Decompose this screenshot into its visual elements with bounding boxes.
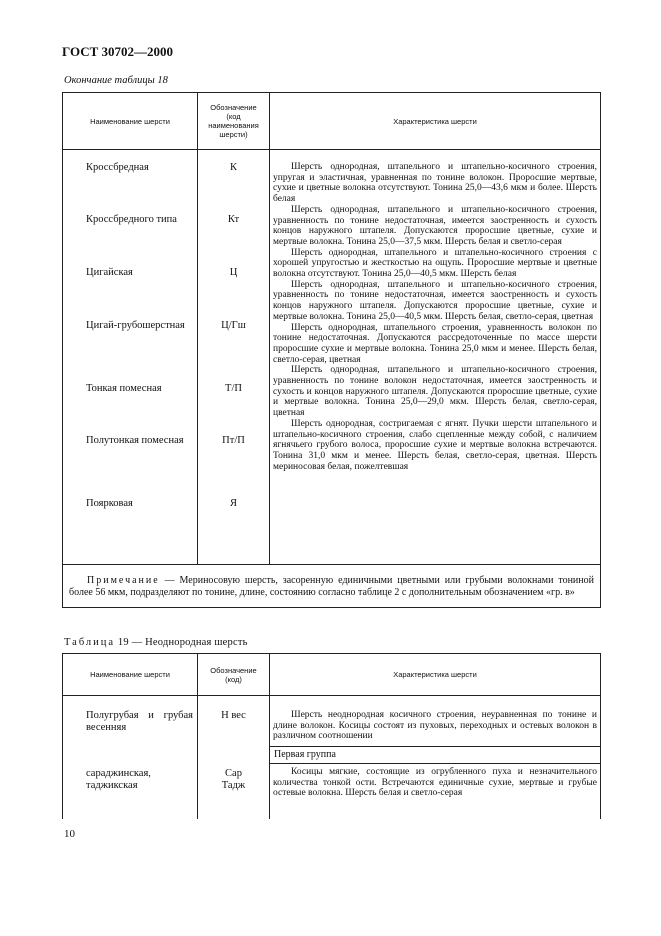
wool-description: Шерсть неоднородная косичного строения, неуравненная по тонине и длине волокон. Косицы состоят из пуховых, переходных и остевых волокон в различном соотношении <box>273 710 597 742</box>
table19-col-code <box>198 654 270 696</box>
wool-description: Шерсть однородная, штапельного и штапельно-косичного строения, уравненность по тонине волокон недостаточная, имеется заостренность и сухость и концов наружного штапеля. Допускаются проросшие цветные, сухие и мертвые волокна. Тонина 25,0—29,0 мкм. Шерсть белая, светло-серая, цветная <box>273 365 597 419</box>
table18-caption: Окончание таблицы 18 <box>64 75 168 86</box>
wool-code: Кт <box>227 214 240 225</box>
wool-description: Косицы мягкие, состоящие из огрубленного пуха и незначительного количества тонкой ости. Встречаются единичные сухие, мертвые и грубые остевые волокна. Шерсть белая и светло-серая <box>273 767 597 799</box>
wool-code: Тадж <box>221 779 246 791</box>
wool-code: К <box>229 162 237 173</box>
table19-col-name: Наименование шерсти <box>63 654 198 696</box>
table18-col-code <box>198 93 270 150</box>
wool-code: Ц <box>229 267 238 278</box>
table18-note-row <box>63 565 601 608</box>
wool-name: Кроссбредная <box>86 162 149 173</box>
table19-header-row <box>63 654 601 696</box>
col-code-line: (код <box>226 112 241 121</box>
table18-body <box>63 150 601 565</box>
wool-code: Пт/П <box>222 435 245 446</box>
table18-note <box>63 565 601 608</box>
wool-description: Шерсть однородная, штапельного и штапельно-косичного строения, упругая и эластичная, уравненная по тонине волокон. Проросшие мертвые, сухие и цветные волокна отсутствуют. Тонина 25,0—43,6 мкм и более. Шерсть белая <box>273 162 597 205</box>
wool-name: Полугрубая и грубая весенняя <box>86 710 193 733</box>
wool-name: Тонкая помесная <box>86 383 162 394</box>
table19 <box>62 653 601 819</box>
group-heading: Первая группа <box>270 746 600 764</box>
table19-body <box>63 696 601 819</box>
table19-col-desc: Характеристика шерсти <box>270 654 601 696</box>
wool-name: Поярковая <box>86 498 133 509</box>
note-text: — Мериносовую шерсть, засоренную единичными цветными или грубыми волокнами тониной более 56 мкм, подразделяют по тонине, длине, состоянию согласно таблице 2 с дополнительным обозначением «гр. в» <box>69 575 594 598</box>
col-code-line: (код) <box>225 674 242 684</box>
wool-name: сараджинская, таджикская <box>86 768 151 791</box>
wool-name: Полутонкая помесная <box>86 435 184 446</box>
wool-code: Н вес <box>221 710 246 721</box>
wool-code: Я <box>229 498 237 509</box>
col-code-line: Обозначение <box>210 103 257 112</box>
wool-name: Кроссбредного типа <box>86 214 177 225</box>
table19-caption <box>64 637 248 648</box>
note-label: Примечание <box>87 575 160 586</box>
wool-description-block <box>270 764 600 799</box>
wool-code: Т/П <box>225 383 242 394</box>
wool-name: Цигайская <box>86 267 133 278</box>
wool-description: Шерсть однородная, штапельного и штапельно-косичного строения с хорошей упругостью и жесткостью на ощупь. Проросшие мертвые и цветные волокна отсутствуют. Тонина 25,0—40,5 мкм. Шерсть белая <box>273 247 597 280</box>
wool-code: Сар <box>225 768 242 779</box>
wool-description: Шерсть однородная, штапельного строения, уравненность волокон по тонине недостаточная. Допускаются рассредоточенные по массе шерсти проросшие сухие и мертвые волокна. Тонина 25,0 мкм и менее. Шерсть белая, светло-серая, цветная <box>273 322 597 365</box>
table18-col-desc: Характеристика шерсти <box>270 93 601 150</box>
wool-description-block <box>270 696 600 742</box>
table18-header-row <box>63 93 601 150</box>
document-header: ГОСТ 30702—2000 <box>62 44 174 59</box>
wool-name: Цигай-грубошерстная <box>86 320 185 331</box>
wool-code: Ц/Гш <box>221 320 246 331</box>
wool-description: Шерсть однородная, состригаемая с ягнят. Пучки шерсти штапельного и штапельно-косичного строения, слабо сцепленные между собой, с наличием ягнячьего грубого волоса, проросшие сухие и мертвые волокна встречаются. Тонина 31,0 мкм и менее. Шерсть белая, светло-серая, цветная. Шерсть мериносовая белая, пожелтевшая <box>273 418 597 472</box>
table18-col-name: Наименование шерсти <box>63 93 198 150</box>
wool-description: Шерсть однородная, штапельного и штапельно-косичного строения, уравненность по тонине недостаточная, имеется заостренность и сухость концов наружного штапеля. Допускаются проросшие цветные, сухие и мертвые волокна. Тонина 25,0—40,5 мкм. Шерсть белая, светло-серая, цветная <box>273 279 597 322</box>
col-code-line: Обозначение <box>210 665 257 675</box>
table19-caption-label: Таблица <box>64 637 116 648</box>
col-code-line: шерсти) <box>219 130 248 139</box>
col-code-line: наименования <box>208 121 259 130</box>
wool-description: Шерсть однородная, штапельного и штапельно-косичного строения, уравненность по тонине недостаточная, имеется заостренность и сухость концов наружного штапеля. Допускаются проросшие цветные, сухие и мертвые волокна. Тонина 25,0—37,5 мкм. Шерсть белая и светло-серая <box>273 204 597 247</box>
page-number: 10 <box>64 828 75 840</box>
table19-caption-text: 19 — Неоднородная шерсть <box>115 637 248 648</box>
table18 <box>62 92 601 608</box>
